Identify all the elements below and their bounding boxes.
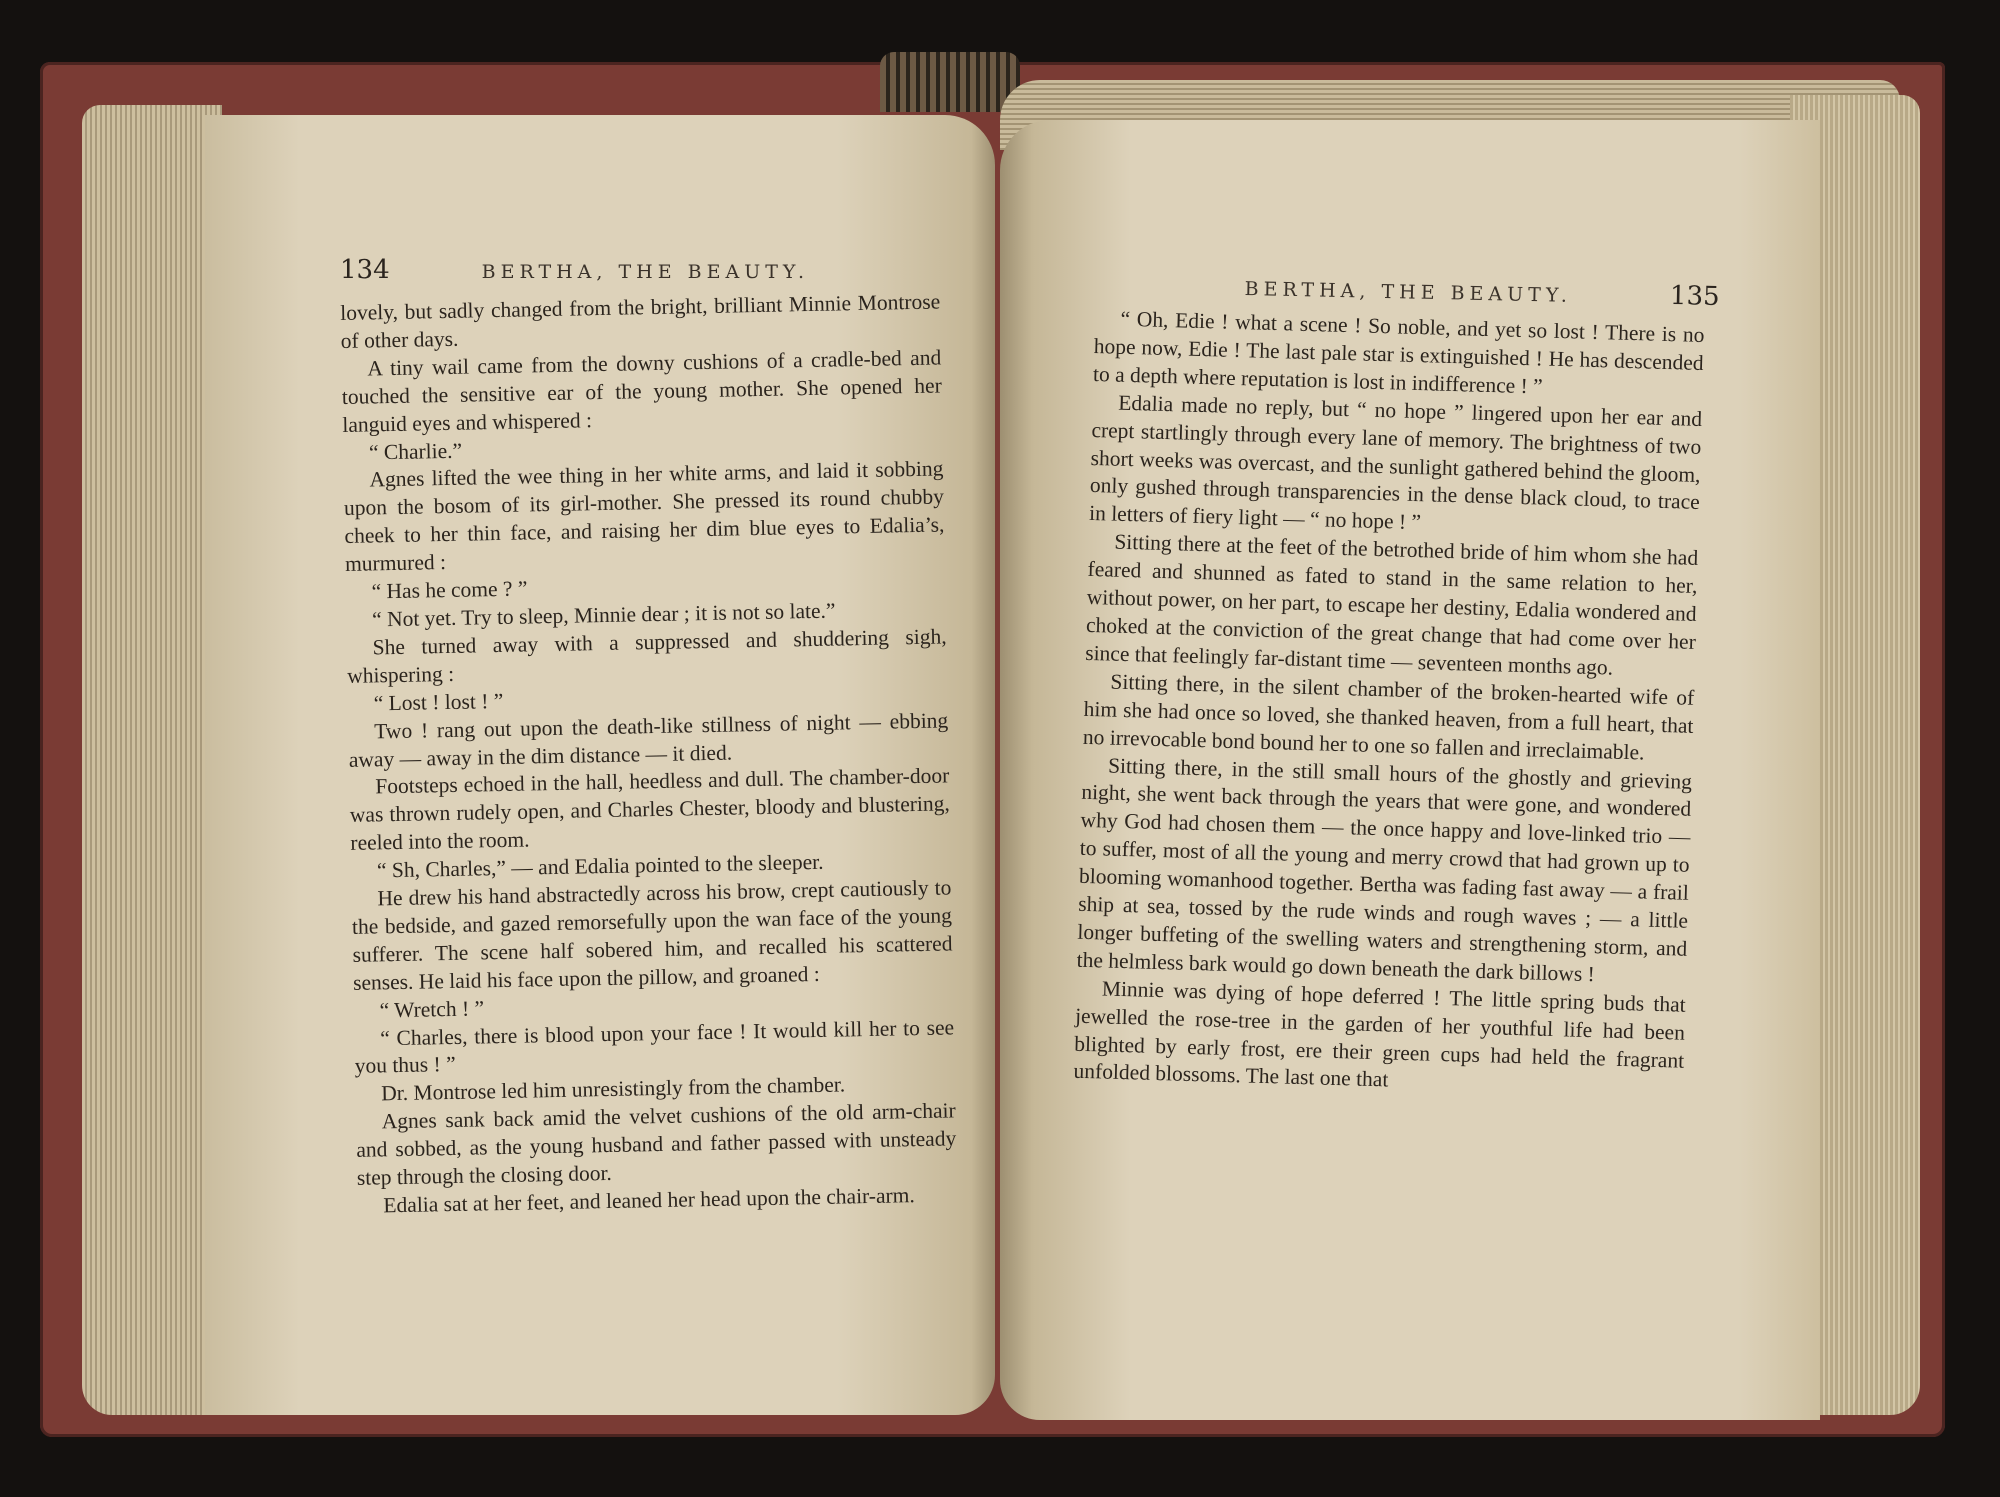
paragraph: “ Not yet. Try to sleep, Minnie dear ; it is not so late.” [371,598,836,632]
left-page-edges [82,105,222,1415]
running-head: BERTHA, THE BEAUTY. [481,261,810,283]
paragraph: “ Oh, Edie ! what a scene ! So noble, and yet so lost ! There is no hope now, Edie ! The last pale star is extinguished ! He has descended to a depth where reputation is lost in indifference ! ” [1092,306,1705,399]
paragraph: Edalia sat at her feet, and leaned her head upon the chair-arm. [383,1183,915,1218]
paragraph: A tiny wail came from the downy cushions of a cradle-bed and touched the sensitive ear of the young mother. She opened her languid eyes and whispered : [341,345,942,437]
paragraph: He drew his hand abstractedly across his brow, crept cautiously to the bedside, and gazed remorsefully upon the wan face of the young sufferer. The scene half sobered him, and recalled his scattered senses. He laid his face upon the pillow, and groaned : [351,875,953,995]
left-page [205,115,995,1415]
left-running-header [340,255,809,285]
paragraph: Sitting there, in the still small hours of the ghostly and grieving night, she went back through the years that were gone, and wondered why God had chosen them — the once happy and love-linked trio — to suffer, most of all the young and merry crowd that had grown up to blooming womanhood together. Bertha was fading fast away — a frail ship at sea, tossed by the rude winds and rough waves ; — a little longer buffeting of the swelling waters and strengthening storm, and the helmless bark would go down beneath the dark billows ! [1076,753,1693,987]
paragraph: Sitting there at the feet of the betrothed bride of him whom she had feared and shunned as fated to stand in the same relation to her, without power, on her part, to escape her destiny, Edalia wondered and choked at the conviction of the great change that had come over her since that feelingly far-distant time — seventeen months ago. [1084,529,1699,680]
right-page-text [1073,305,1705,1103]
paragraph: She turned away with a suppressed and shuddering sigh, whispering : [346,624,947,688]
book-spine-headband [880,52,1020,112]
page-number: 135 [1669,280,1720,312]
paragraph: “ Charles, there is blood upon your face ! It would kill her to see you thus ! ” [354,1014,955,1079]
paragraph: “ Wretch ! ” [379,996,485,1023]
running-head: BERTHA, THE BEAUTY. [1244,277,1573,307]
paragraph: “ Charlie.” [368,438,463,465]
paragraph: “ Sh, Charles,” — and Edalia pointed to the sleeper. [376,849,824,883]
paragraph: lovely, but sadly changed from the bright, brilliant Minnie Montrose of other days. [340,289,941,353]
paragraph: Agnes lifted the wee thing in her white arms, and laid it sobbing upon the bosom of its girl-mother. She pressed its round chubby cheek to her thin face, and raising her dim blue eyes to Edalia’s, murmured : [343,456,945,577]
paragraph: Dr. Montrose led him unresistingly from the chamber. [381,1072,846,1106]
paragraph: Edalia made no reply, but “ no hope ” lingered upon her ear and crept startlingly through every lane of memory. The brightness of two short weeks was overcast, and the sunlight gathered behind the gloom, only gushed through transparencies in the dense black cloud, to trace in letters of fiery light — “ no hope ! ” [1088,390,1703,535]
paragraph: Minnie was dying of hope deferred ! The little spring buds that jewelled the rose-tree in the garden of her youthful life had been blighted by early frost, ere their green cups had held the fragrant unfolded blossoms. The last one that [1073,976,1687,1092]
right-running-header [1244,272,1720,312]
paragraph: Two ! rang out upon the death-like stillness of night — ebbing away — away in the dim distance — it died. [348,707,949,772]
paragraph: “ Has he come ? ” [371,576,528,604]
paragraph: Footsteps echoed in the hall, heedless and dull. The chamber-door was thrown rudely open, and Charles Chester, bloody and blustering, reeled into the room. [349,763,951,856]
paragraph: “ Lost ! lost ! ” [373,688,504,716]
left-page-text [340,288,958,1220]
right-page [1000,120,1820,1420]
paragraph: Agnes sank back amid the velvet cushions of the old arm-chair and sobbed, as the young husband and father passed with unsteady step through the closing door. [356,1098,957,1190]
page-number: 134 [340,255,390,285]
paragraph: Sitting there, in the silent chamber of the broken-hearted wife of him she had once so loved, she thanked heaven, from a full heart, that no irrevocable bond bound her to one so fallen and irreclaimable. [1082,669,1695,765]
